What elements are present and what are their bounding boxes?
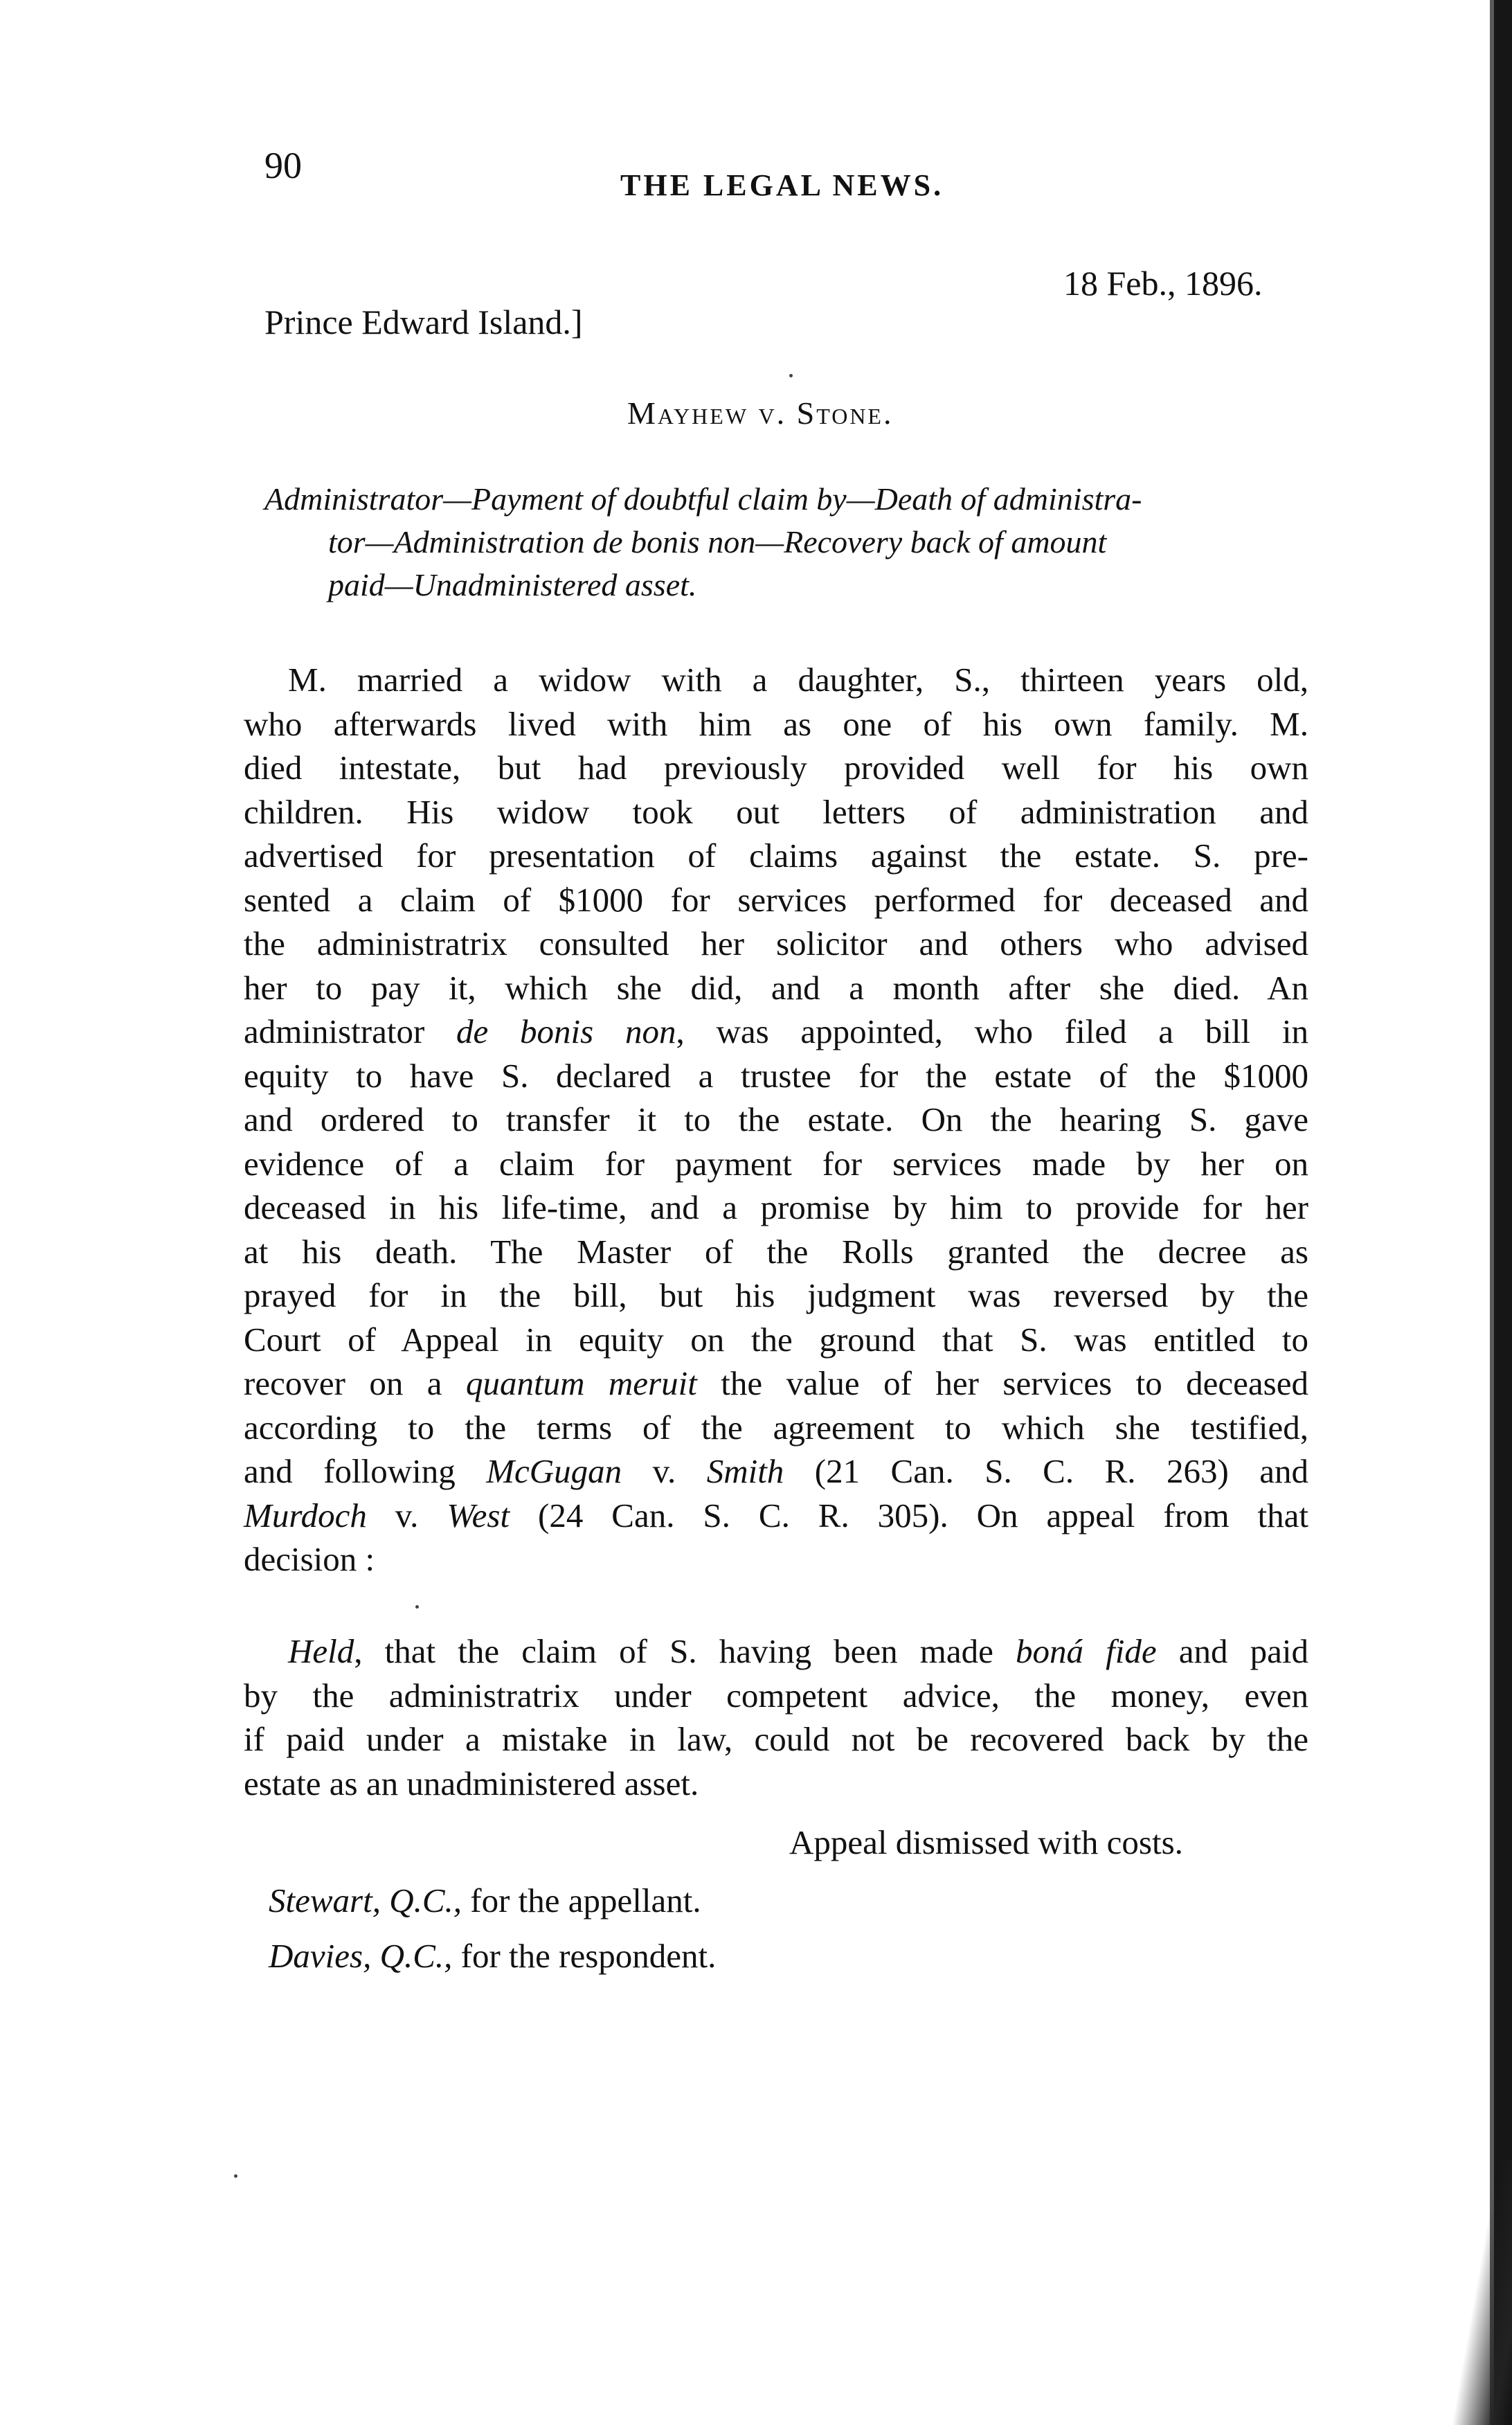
ink-speck: [789, 374, 793, 377]
counsel-role: for the respondent.: [460, 1937, 717, 1975]
paragraph-line: equity to have S. declared a trustee for the estate of the $1000: [244, 1056, 1308, 1095]
jurisdiction: Prince Edward Island.]: [264, 303, 583, 341]
page-number: 90: [264, 145, 302, 186]
counsel-respondent: [269, 1939, 716, 1973]
headnote-line: paid—Unadministered asset.: [328, 567, 697, 602]
paragraph-line: recover on a quantum meruit the value of her services to deceased: [244, 1364, 1308, 1402]
headnote-line: tor—Administration de bonis non—Recovery back of amount: [328, 524, 1107, 560]
paragraph-line: at his death. The Master of the Rolls granted the decree as: [244, 1232, 1308, 1271]
paragraph-line: sented a claim of $1000 for services performed for deceased and: [244, 880, 1308, 919]
headnote: [264, 478, 1318, 607]
ink-speck: [234, 2174, 237, 2178]
held-paragraph: [244, 1629, 1308, 1805]
counsel-name: Stewart, Q.C.,: [269, 1881, 462, 1920]
running-head: THE LEGAL NEWS.: [620, 168, 944, 202]
paragraph-line: Murdoch v. West (24 Can. S. C. R. 305). On appeal from that: [244, 1496, 1308, 1534]
paragraph-line: deceased in his life-time, and a promise by him to provide for her: [244, 1188, 1308, 1226]
case-title: Mayhew v. Stone.: [627, 395, 894, 431]
paragraph-line: estate as an unadministered asset.: [244, 1764, 699, 1802]
paragraph-line: and following McGugan v. Smith (21 Can. S. C. R. 263) and: [244, 1452, 1308, 1490]
paragraph-line: Held, that the claim of S. having been made boná fide and paid: [288, 1632, 1309, 1670]
paragraph-line: evidence of a claim for payment for services made by her on: [244, 1144, 1308, 1183]
paragraph-line: who afterwards lived with him as one of his own family. M.: [244, 704, 1308, 743]
paragraph-line: died intestate, but had previously provided well for his own: [244, 749, 1308, 787]
paragraph-line: the administratrix consulted her solicitor and others who advised: [244, 924, 1308, 963]
paragraph-line: her to pay it, which she did, and a month after she died. An: [244, 968, 1308, 1007]
counsel-name: Davies, Q.C.,: [269, 1937, 453, 1975]
paragraph-line: and ordered to transfer it to the estate. On the hearing S. gave: [244, 1100, 1308, 1138]
page-edge: [1494, 0, 1512, 2425]
paragraph-line: M. married a widow with a daughter, S., thirteen years old,: [288, 661, 1308, 699]
paragraph-line: administrator de bonis non, was appointed, who filed a bill in: [244, 1012, 1309, 1050]
paragraph-line: by the administratrix under competent advice, the money, even: [244, 1676, 1308, 1715]
disposition: Appeal dismissed with costs.: [789, 1823, 1183, 1861]
headnote-line: Administrator—Payment of doubtful claim by—Death of administra-: [264, 481, 1142, 517]
facts-paragraph: [244, 658, 1308, 1582]
counsel-role: for the appellant.: [470, 1881, 701, 1920]
paragraph-line: advertised for presentation of claims against the estate. S. pre-: [244, 836, 1308, 875]
paragraph-line: prayed for in the bill, but his judgment was reversed by the: [244, 1276, 1308, 1314]
paragraph-line: according to the terms of the agreement to which she testified,: [244, 1408, 1308, 1447]
paragraph-line: decision :: [244, 1540, 375, 1578]
page-corner-shadow: [1408, 2160, 1512, 2425]
issue-date: 18 Feb., 1896.: [1063, 264, 1263, 303]
paragraph-line: if paid under a mistake in law, could not be recovered back by the: [244, 1720, 1308, 1758]
paragraph-line: children. His widow took out letters of administration and: [244, 792, 1308, 831]
counsel-appellant: [269, 1881, 701, 1920]
paragraph-line: Court of Appeal in equity on the ground that S. was entitled to: [244, 1320, 1308, 1359]
ink-speck: [415, 1605, 419, 1609]
